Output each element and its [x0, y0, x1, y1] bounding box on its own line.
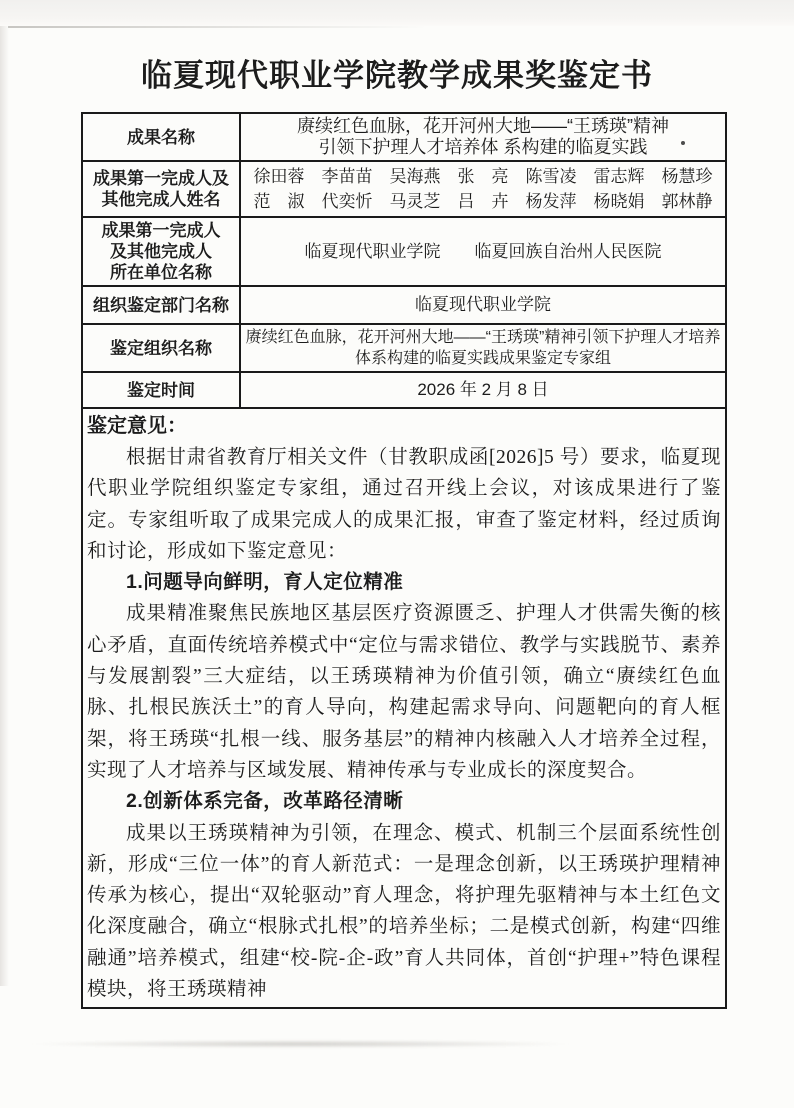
row-label-line: 及其他完成人 [110, 242, 212, 261]
row-label-line: 成果名称 [127, 127, 195, 147]
opinion-heading: 2.创新体系完备，改革路径清晰 [126, 790, 404, 813]
scan-smudge-line [28, 1040, 573, 1048]
opinion-paragraph: 成果以王琇瑛精神为引领，在理念、模式、机制三个层面系统性创新，形成“三位一体”的育人新范式：一是理念创新，以王琇瑛护理精神传承为核心，提出“双轮驱动”育人理念，将护理先驱精神与本土红色文化深度融合，确立“根脉式扎根”的培养坐标；二是模式创新，构建“四维融通”培养模式，组建“校-院-企-政”育人共同体，首创“护理+”特色课程模块，将王琇瑛精神 [87, 822, 721, 1001]
row-value [240, 324, 726, 372]
row-value-line: 范 淑 代奕忻 马灵芝 吕 卉 杨发萍 杨晓娟 郭林静 [253, 192, 713, 211]
row-value [240, 372, 726, 408]
appraisal-table [81, 112, 727, 1009]
row-label-line: 其他完成人姓名 [101, 190, 221, 209]
row-value-line: 赓续红色血脉，花开河州大地——“王琇瑛”精神 [297, 116, 669, 136]
table-row-appraisal-date [82, 372, 726, 408]
row-value-line: 引领下护理人才培养体 系构建的临夏实践 [318, 137, 648, 157]
row-label [82, 217, 240, 286]
row-label-line: 所在单位名称 [110, 263, 212, 282]
opinion-paragraph: 成果精准聚焦民族地区基层医疗资源匮乏、护理人才供需失衡的核心矛盾，直面传统培养模式中“定位与需求错位、教学与实践脱节、素养与发展割裂”三大症结，以王琇瑛精神为价值引领，确立“赓续红色血脉、扎根民族沃土”的育人导向，构建起需求导向、问题靶向的育人框架，将王琇瑛“扎根一线、服务基层”的精神内核融入人才培养全过程，实现了人才培养与区域发展、精神传承与专业成长的深度契合。 [87, 603, 721, 781]
table-row-completers [82, 161, 726, 217]
row-value-line: 临夏现代职业学院 临夏回族自治州人民医院 [304, 241, 662, 261]
opinion-label: 鉴定意见： [87, 415, 187, 437]
row-label-line: 组织鉴定部门名称 [93, 295, 229, 315]
scan-edge-line [8, 26, 428, 28]
row-label [82, 161, 240, 217]
document-title: 临夏现代职业学院教学成果奖鉴定书 [141, 58, 653, 93]
row-label-line: 鉴定组织名称 [110, 338, 212, 358]
opinion-heading: 1.问题导向鲜明，育人定位精准 [126, 571, 404, 594]
opinion-paragraph: 根据甘肃省教育厅相关文件（甘教职成函[2026]5 号）要求，临夏现代职业学院组织鉴定专家组，通过召开线上会议，对该成果进行了鉴定。专家组听取了成果完成人的成果汇报，审查了鉴定材料，经过质询和讨论，形成如下鉴定意见： [87, 447, 721, 562]
scan-edge-top [0, 0, 794, 26]
scan-edge-left [0, 26, 9, 986]
row-label-line: 成果第一完成人及 [93, 169, 229, 188]
table-row-appraisal-group [82, 324, 726, 372]
row-value-line: 2026 年 2 月 8 日 [417, 380, 549, 399]
table-row-organizations [82, 217, 726, 286]
row-value [240, 217, 726, 286]
row-label [82, 113, 240, 161]
row-label-line: 鉴定时间 [127, 380, 195, 400]
row-value-line: 徐田蓉 李苗苗 吴海燕 张 亮 陈雪凌 雷志辉 杨慧珍 [253, 167, 713, 186]
table-row-appraisal-opinion [82, 408, 726, 1008]
row-label [82, 286, 240, 324]
row-value-line: 赓续红色血脉，花开河州大地——“王琇瑛”精神引领下护理人才培养 [245, 329, 721, 346]
table-row-appraisal-department [82, 286, 726, 324]
row-value [240, 286, 726, 324]
row-label-line: 成果第一完成人 [101, 221, 221, 240]
row-value [240, 113, 726, 161]
opinion-cell [82, 408, 726, 1008]
row-label [82, 372, 240, 408]
row-value-line: 临夏现代职业学院 [415, 295, 551, 314]
row-value [240, 161, 726, 217]
table-row-achievement-name [82, 113, 726, 161]
row-label [82, 324, 240, 372]
row-value-line: 体系构建的临夏实践成果鉴定专家组 [354, 350, 611, 367]
